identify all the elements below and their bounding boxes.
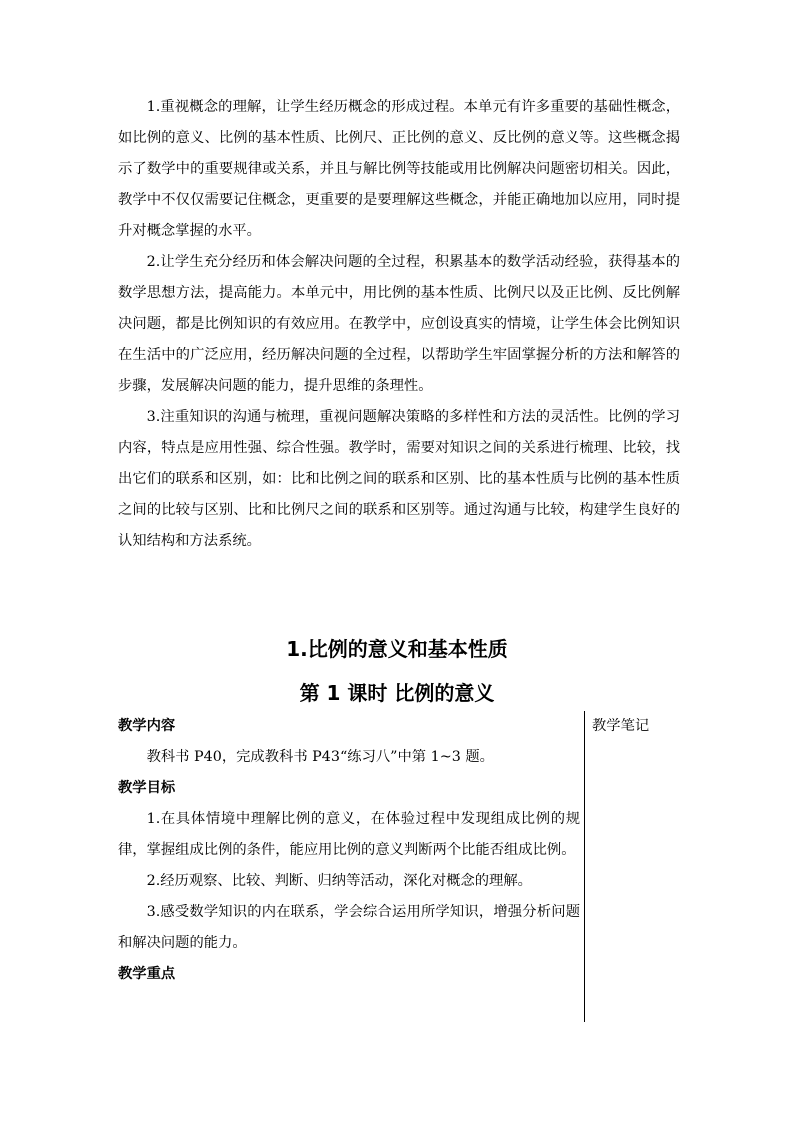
teaching-notes-label: 教学笔记 xyxy=(592,718,650,734)
content-heading: 教学内容 xyxy=(118,718,176,734)
intro-paragraph-2: 2.让学生充分经历和体会解决问题的全过程，积累基本的数学活动经验，获得基本的数学思想方法，提高能力。本单元中，用比例的基本性质、比例尺以及正比例、反比例解决问题，都是比例知识的有效应用。在教学中，应创设真实的情境，让学生体会比例知识在生活中的广泛应用，经历解决问题的全过程，以帮助学生牢固掌握分析的方法和解答的步骤，发展解决问题的能力，提升思维的条理性。 xyxy=(118,254,680,394)
key-points-heading: 教学重点 xyxy=(118,966,176,982)
lesson-title: 第 1 课时 比例的意义 xyxy=(299,681,495,705)
section-title: 1.比例的意义和基本性质 xyxy=(286,637,508,661)
intro-section xyxy=(118,92,680,557)
goal-item-1: 1.在具体情境中理解比例的意义，在体验过程中发现组成比例的规律，掌握组成比例的条件，能应用比例的意义判断两个比能否组成比例。 xyxy=(118,811,580,858)
goals-heading: 教学目标 xyxy=(118,780,176,796)
intro-paragraph-1: 1.重视概念的理解，让学生经历概念的形成过程。本单元有许多重要的基础性概念，如比例的意义、比例的基本性质、比例尺、正比例的意义、反比例的意义等。这些概念揭示了数学中的重要规律或关系，并且与解比例等技能或用比例解决问题密切相关。因此，教学中不仅仅需要记住概念，更重要的是要理解这些概念，并能正确地加以应用，同时提升对概念掌握的水平。 xyxy=(118,99,680,239)
lesson-plan-column xyxy=(118,711,580,990)
column-divider xyxy=(584,711,585,1022)
goal-item-3: 3.感受数学知识的内在联系，学会综合运用所学知识，增强分析问题和解决问题的能力。 xyxy=(118,904,580,951)
content-text: 教科书 P40，完成教科书 P43“练习八”中第 1~3 题。 xyxy=(146,749,494,765)
goal-item-2: 2.经历观察、比较、判断、归纳等活动，深化对概念的理解。 xyxy=(146,873,532,889)
intro-paragraph-3: 3.注重知识的沟通与梳理，重视问题解决策略的多样性和方法的灵活性。比例的学习内容，特点是应用性强、综合性强。教学时，需要对知识之间的关系进行梳理、比较，找出它们的联系和区别，如：比和比例之间的联系和区别、比的基本性质与比例的基本性质之间的比较与区别、比和比例尺之间的联系和区别等。通过沟通与比较，构建学生良好的认知结构和方法系统。 xyxy=(118,409,680,549)
